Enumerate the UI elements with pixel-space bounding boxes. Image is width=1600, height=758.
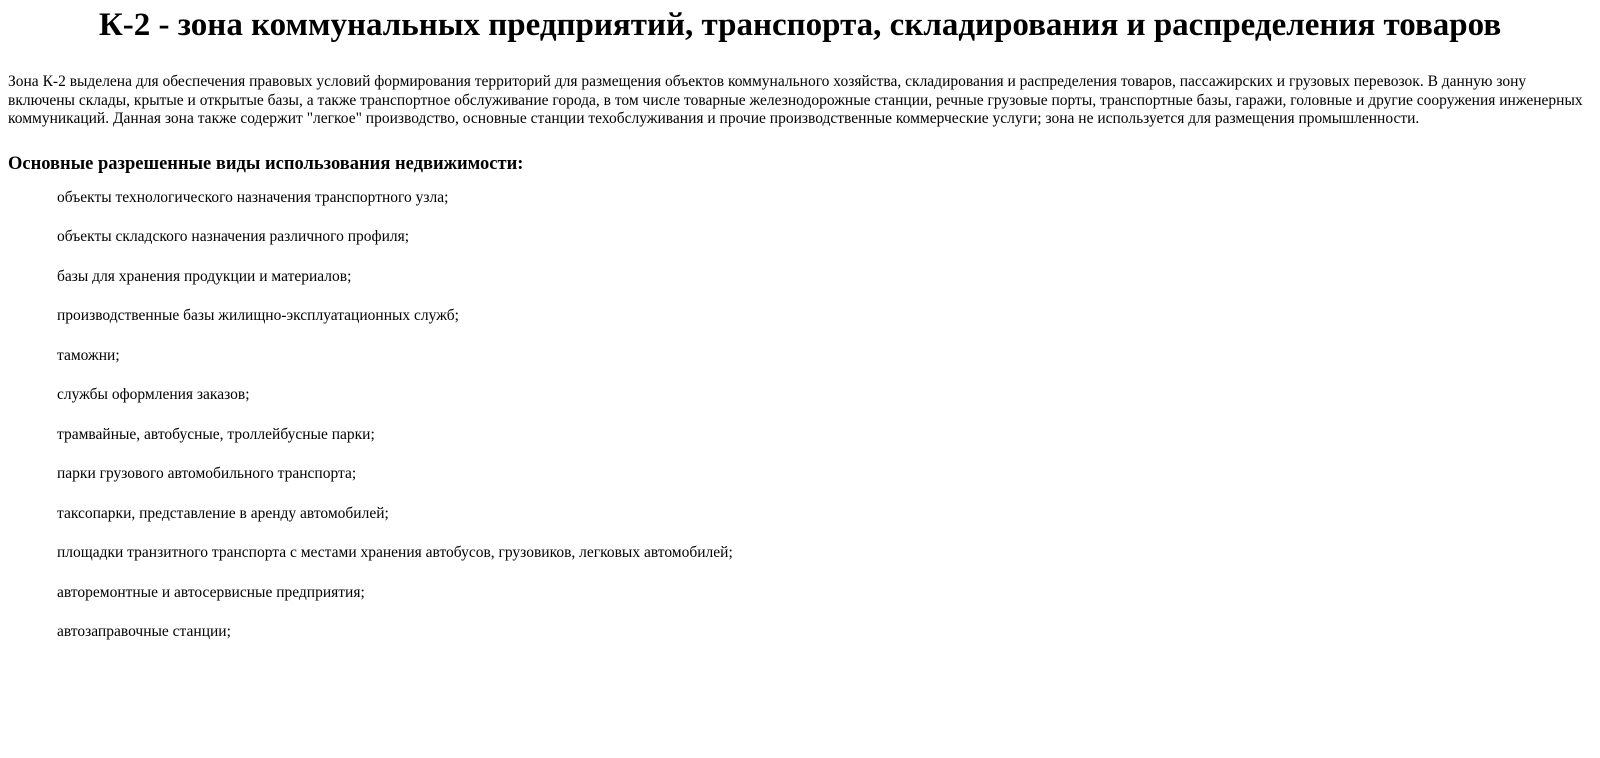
list-item: базы для хранения продукции и материалов;: [57, 267, 352, 285]
list-item: объекты складского назначения различного профиля;: [57, 228, 410, 246]
list-item: парки грузового автомобильного транспорта;: [57, 465, 357, 483]
list-item: трамвайные, автобусные, троллейбусные парки;: [57, 425, 375, 443]
list-item: таксопарки, представление в аренду автомобилей;: [57, 504, 389, 522]
zone-description: Зона К-2 выделена для обеспечения правовых условий формирования территорий для размещения объектов коммунального хозяйства, складирования и распределения товаров, пассажирских и грузовых перевозок. В данную зону включены склады, крытые и открытые базы, а также транспортное обслуживание города, в том числе товарные железнодорожные станции, речные грузовые порты, транспортные базы, гаражи, головные и другие сооружения инженерных коммуникаций. Данная зона также содержит "легкое" производство, основные станции техобслуживания и прочие производственные коммерческие услуги; зона не используется для размещения промышленности.: [8, 73, 1583, 128]
permitted-uses-list: [8, 189, 1592, 642]
document-page: [0, 4, 1600, 641]
list-item: площадки транзитного транспорта с местами хранения автобусов, грузовиков, легковых автомобилей;: [57, 544, 733, 562]
section-heading: Основные разрешенные виды использования недвижимости:: [8, 153, 524, 174]
list-item: автозаправочные станции;: [57, 623, 231, 641]
page-title: К-2 - зона коммунальных предприятий, транспорта, складирования и распределения товаров: [98, 7, 1502, 43]
list-item: производственные базы жилищно-эксплуатационных служб;: [57, 307, 459, 325]
list-item: службы оформления заказов;: [57, 386, 250, 404]
list-item: объекты технологического назначения транспортного узла;: [57, 188, 449, 206]
list-item: таможни;: [57, 346, 120, 364]
list-item: авторемонтные и автосервисные предприятия;: [57, 583, 365, 601]
